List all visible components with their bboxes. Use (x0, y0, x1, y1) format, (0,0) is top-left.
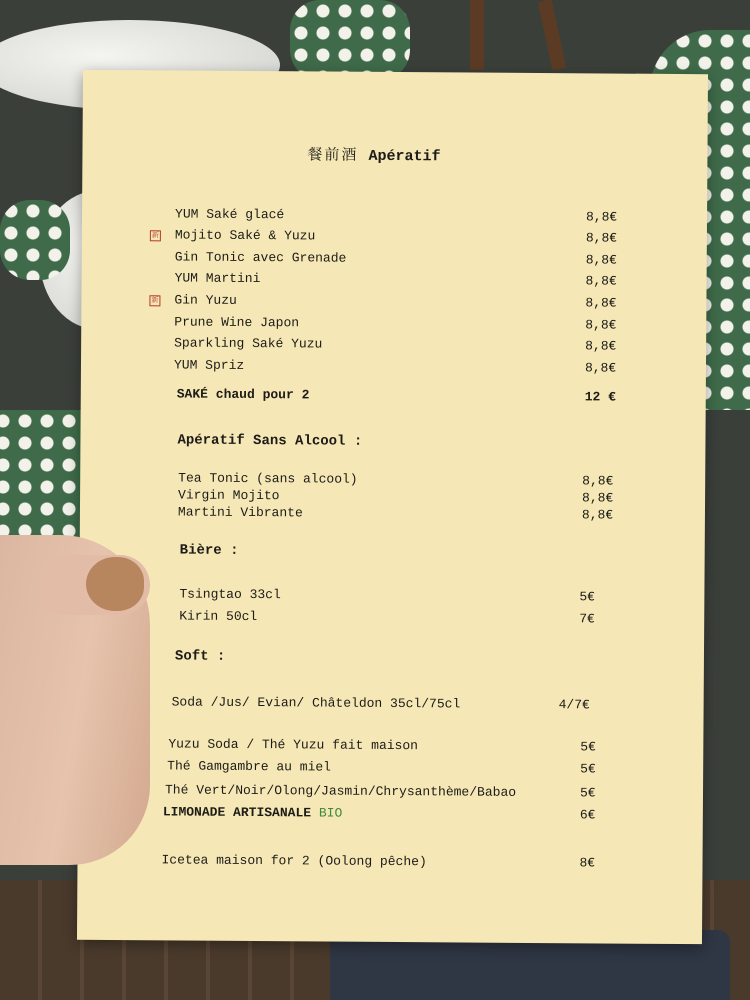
chair-frame (470, 0, 484, 70)
menu-item (81, 335, 706, 357)
item-price: 4/7€ (558, 697, 590, 713)
item-name: Thé Gamgambre au miel (167, 758, 332, 775)
item-price: 8,8€ (585, 317, 617, 333)
item-name: Gin Tonic avec Grenade (174, 249, 347, 266)
menu-item (79, 694, 704, 716)
menu-item (78, 782, 703, 804)
chair-frame (538, 0, 566, 71)
menu-item (81, 292, 706, 314)
item-name: YUM Martini (174, 270, 261, 287)
bistro-chair (290, 0, 410, 80)
item-price: 5€ (580, 761, 596, 777)
recommended-stamp-icon: 新 (150, 230, 161, 241)
menu-item (78, 736, 703, 758)
menu-item (80, 504, 705, 526)
item-price: 8,8€ (585, 273, 617, 289)
item-price: 8,8€ (585, 295, 617, 311)
item-price: 6€ (579, 807, 596, 823)
item-name: Soda /Jus/ Evian/ Châteldon 35cl/75cl (171, 694, 461, 712)
item-name: Kirin 50cl (179, 608, 258, 625)
menu-item (82, 270, 707, 292)
menu-item (78, 804, 703, 826)
menu-item (81, 314, 706, 336)
item-name: Icetea maison for 2 (Oolong pêche) (161, 852, 427, 870)
section-heading-sans-alcool: Apératif Sans Alcool : (177, 432, 363, 450)
menu-item (79, 608, 704, 630)
item-name (163, 804, 343, 820)
item-name: Martini Vibrante (177, 504, 303, 521)
item-price: 12 € (584, 389, 617, 405)
title-text: Apératif (368, 147, 441, 166)
item-price: 8,8€ (585, 338, 617, 354)
item-name: YUM Spriz (173, 357, 245, 373)
item-price: 8,8€ (585, 209, 618, 225)
item-name: Prune Wine Japon (174, 314, 300, 331)
item-name: Tea Tonic (sans alcool) (178, 470, 358, 487)
menu-item (81, 386, 706, 408)
section-heading-biere: Bière : (179, 542, 239, 559)
menu-item (78, 758, 703, 780)
item-price: 5€ (579, 785, 596, 801)
bistro-chair (0, 200, 70, 280)
menu-item (77, 852, 702, 874)
item-name: YUM Saké glacé (174, 206, 285, 223)
item-name-text: LIMONADE ARTISANALE (162, 804, 312, 821)
item-price: 8,8€ (581, 507, 614, 523)
menu-item (82, 227, 707, 249)
item-name: Sparkling Saké Yuzu (174, 335, 323, 352)
item-price: 5€ (579, 589, 596, 605)
title-kanji: 餐前酒 (307, 145, 359, 164)
menu-item (82, 206, 707, 228)
menu-item (82, 249, 707, 271)
item-name: Mojito Saké & Yuzu (174, 227, 316, 244)
thumbnail-polish (86, 557, 144, 611)
item-name: Gin Yuzu (174, 292, 237, 308)
recommended-stamp-icon: 新 (149, 295, 160, 306)
item-price: 8,8€ (585, 252, 618, 268)
item-price: 7€ (579, 611, 595, 627)
section-heading-soft: Soft : (174, 648, 226, 665)
item-name: Thé Vert/Noir/Olong/Jasmin/Chrysanthème/Babao (164, 782, 517, 800)
menu-item (79, 586, 704, 608)
item-price: 8,8€ (584, 360, 617, 376)
item-price: 8,8€ (582, 473, 614, 489)
page-title (307, 143, 440, 165)
menu-sheet (77, 70, 708, 944)
item-price: 8,8€ (585, 230, 618, 246)
item-name: SAKÉ chaud pour 2 (176, 386, 310, 403)
item-price: 5€ (580, 739, 596, 755)
item-price: 8,8€ (582, 490, 614, 506)
bio-badge: BIO (318, 805, 343, 821)
item-price: 8€ (579, 855, 596, 871)
menu-item (81, 357, 706, 379)
item-name: Tsingtao 33cl (179, 586, 281, 603)
item-name: Virgin Mojito (178, 487, 280, 504)
item-name: Yuzu Soda / Thé Yuzu fait maison (168, 736, 419, 754)
